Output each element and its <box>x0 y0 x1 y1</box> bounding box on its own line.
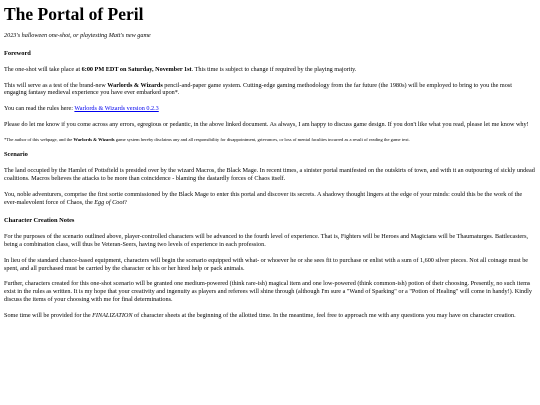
game-name: Warlords & Wizards <box>73 136 115 142</box>
character-creation-paragraph-4 <box>4 312 536 320</box>
foreword-paragraph-2 <box>4 82 536 98</box>
text: . This time is subject to change if required by the playing majority. <box>191 65 357 73</box>
foreword-paragraph-3 <box>4 105 536 113</box>
rules-link[interactable]: Warlords & Wizards version 0.2.3 <box>74 105 159 113</box>
page-title: The Portal of Peril <box>4 4 144 24</box>
scenario-paragraph-2 <box>4 191 536 207</box>
character-creation-paragraph-3: Further, characters created for this one-shot scenario will be granted one medium-powered (think rare-ish) magical item and one low-powered (think common-ish) potion of their choosing. Presently, no such items exist in the rules as written. It is my hope that your creativity and ingenuity as players and referees will shine through (although I'm sure a "Wand of Sparking" or a "Potion of Healing" will come in handy!). Kindly discuss the items of your choosing with me for final determinations. <box>4 280 532 303</box>
text: Some time will be provided for the <box>4 311 93 319</box>
text: ? <box>124 198 127 206</box>
scenario-paragraph-1: The land occupied by the Hamlet of Pottsfield is presided over by the wizard Macros, the Black Mage. In recent times, a sinister portal manifested on the outskirts of town, and with it an outpouring of sickly undead coalitions. Macros believes the attacks to be more than coincidence - blaming the dastardly forces of Chaos itself. <box>4 167 535 183</box>
text: You, noble adventurers, comprise the first sortie commissioned by the Black Mage to enter this portal and discover its secrets. A shadowy thought lingers at the edge of your minds: could this be the work of the ever-malevolent force of Chaos, the <box>4 190 523 206</box>
foreword-heading: Foreword <box>4 49 31 57</box>
character-creation-paragraph-1: For the purposes of the scenario outlined above, player-controlled characters will be advanced to the fourth level of experience. That is, Fighters will be Heroes and Magicians will be Thaumaturges. Battlecasters, being a combination class, will thus be Veteran-Seers, having two levels of experience in each profession. <box>4 233 529 249</box>
egg-of-coot: Egg of Coot <box>94 198 125 206</box>
text: of character sheets at the beginning of the allotted time. In the meantime, feel free to approach me with any questions you may have on character creation. <box>132 311 516 319</box>
text: game system hereby disclaims any and all responsibility for disappointment, grievances, or loss of mental faculties incurred as a result of reading the game text. <box>114 136 410 142</box>
footnote <box>4 137 536 143</box>
scenario-heading: Scenario <box>4 151 28 159</box>
event-time: 6:00 PM EDT on Saturday, November 1st <box>81 65 192 73</box>
character-creation-heading: Character Creation Notes <box>4 217 75 225</box>
text: *The author of this webpage, and the <box>4 136 74 142</box>
page-subtitle: 2023's halloween one-shot, or playtesting Matt's new game <box>4 32 151 40</box>
text: This will serve as a test of the brand-new <box>4 81 108 89</box>
finalization-text: FINALIZATION <box>92 311 133 319</box>
text: The one-shot will take place at <box>4 65 82 73</box>
foreword-paragraph-4: Please do let me know if you come across any errors, egregious or pedantic, in the above linked document. As always, I am happy to discuss game design. If you don't like what you read, please let me know why! <box>4 120 529 128</box>
text: You can read the rules here: <box>4 105 75 113</box>
text: pencil-and-paper game system. Cutting-edge gaming methodology from the far future (the 1980s) will be employed to bring to you the most engaging fantasy medieval experience you have ever embarked upon*. <box>4 81 512 97</box>
game-name: Warlords & Wizards <box>107 81 163 89</box>
foreword-paragraph-1 <box>4 66 536 74</box>
character-creation-paragraph-2: In lieu of the standard chance-based equipment, characters will begin the scenario equipped with what- or whoever he or she sees fit to purchase or enlist with a sum of 1,600 silver pieces. Not all coinage must be spent, and all purchased must be carried by the character or his or her hired help or pack animals. <box>4 256 529 272</box>
